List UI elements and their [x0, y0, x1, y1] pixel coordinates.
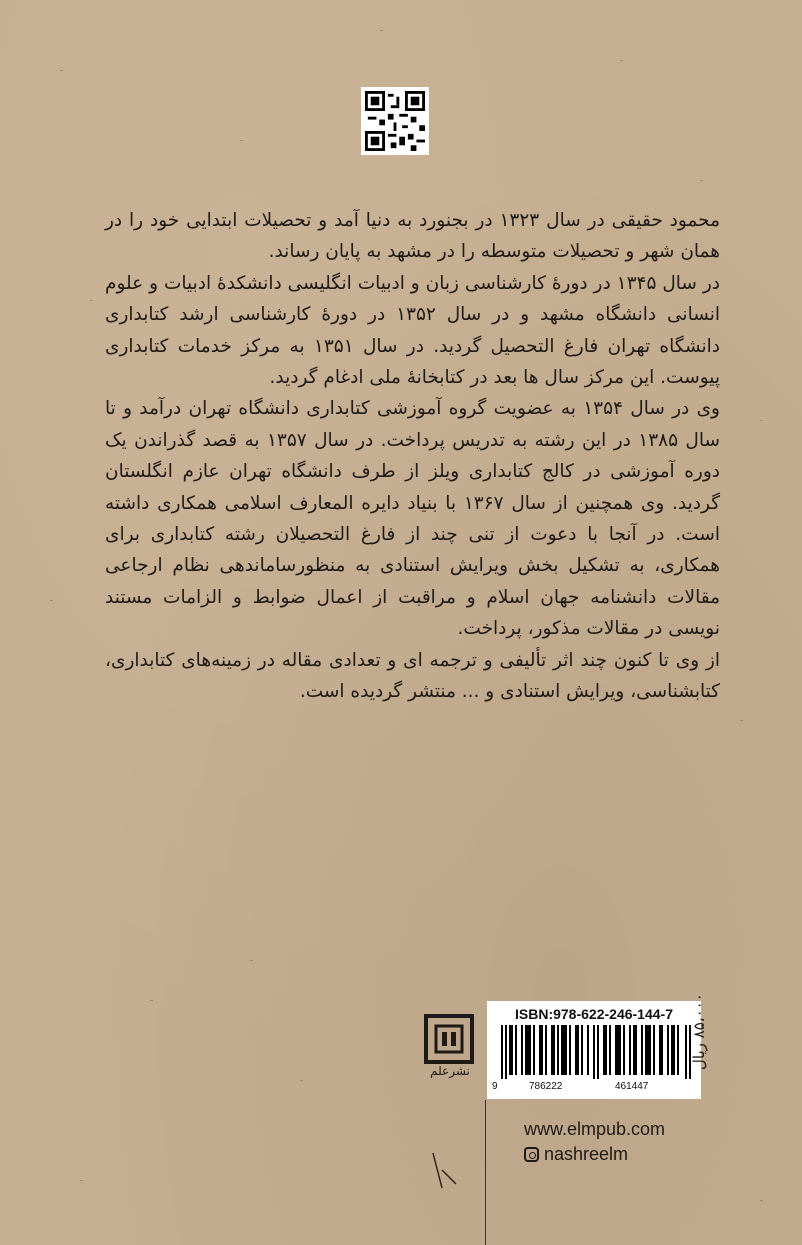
publisher-name: نشرعلم	[430, 1064, 470, 1078]
instagram-handle-text: nashreelm	[544, 1144, 629, 1164]
bio-paragraph: وی در سال ۱۳۵۴ به عضویت گروه آموزشی کتابداری دانشگاه تهران درآمد و تا سال ۱۳۸۵ در این رشته به تدریس پرداخت. در سال ۱۳۵۷ به قصد گذراندن یک دوره آموزشی در کالج کتابداری ویلز از طرف دانشگاه تهران عازم انگلستان گردید. وی همچنین از سال ۱۳۶۷ با بنیاد دایره المعارف اسلامی همکاری داشته است. در آنجا با دعوت از تنی چند از فارغ التحصیلان رشته کتابداری برای همکاری، به تشکیل بخش ویرایش استنادی به منظورساماندهی نظام ارجاعی مقالات دانشنامه جهان اسلام و مراقبت از اعمال ضوابط و الزامات مستند نویسی در مقالات مذکور، پرداخت.	[105, 398, 720, 640]
divider-vertical	[485, 1100, 486, 1245]
barcode-block	[487, 1001, 701, 1099]
bio-paragraph: محمود حقیقی در سال ۱۳۲۳ در بجنورد به دنیا آمد و تحصیلات ابتدایی خود را در همان شهر و تحصیلات متوسطه را در مشهد به پایان رساند.	[105, 210, 720, 263]
barcode-digits-left: 786222	[529, 1081, 563, 1092]
instagram-handle[interactable]	[524, 1144, 628, 1165]
instagram-icon	[524, 1147, 539, 1162]
bio-paragraph: از وی تا کنون چند اثر تألیفی و ترجمه ای و تعدادی مقاله در زمینه‌های کتابداری، کتابشناسی، ویرایش استنادی و ... منتشر گردیده است.	[105, 649, 720, 703]
qr-code-icon	[365, 91, 425, 151]
publisher-logo-icon	[422, 1012, 476, 1090]
barcode-digit-lead: 9	[492, 1081, 498, 1092]
scratch-mark	[430, 1150, 460, 1190]
barcode-digits	[487, 1081, 701, 1095]
website-link[interactable]: www.elmpub.com	[524, 1119, 666, 1139]
qr-code[interactable]	[361, 87, 429, 155]
isbn-text: ISBN:978-622-246-144-7	[515, 1006, 673, 1022]
price-label: ۸۵،۰۰۰ ریال	[690, 993, 708, 1070]
barcode-digits-right: 461447	[615, 1081, 649, 1092]
barcode-icon	[501, 1025, 691, 1079]
author-biography	[105, 205, 720, 708]
bio-paragraph: در سال ۱۳۴۵ در دورۀ کارشناسی زبان و ادبیات انگلیسی دانشکدۀ ادبیات و علوم انسانی دانشگاه مشهد و در سال ۱۳۵۲ در دورۀ کارشناسی ارشد کتابداری دانشگاه تهران فارغ التحصیل گردید. در سال ۱۳۵۱ به مرکز خدمات کتابداری پیوست. این مرکز سال ها بعد در کتابخانۀ ملی ادغام گردید.	[105, 272, 720, 389]
